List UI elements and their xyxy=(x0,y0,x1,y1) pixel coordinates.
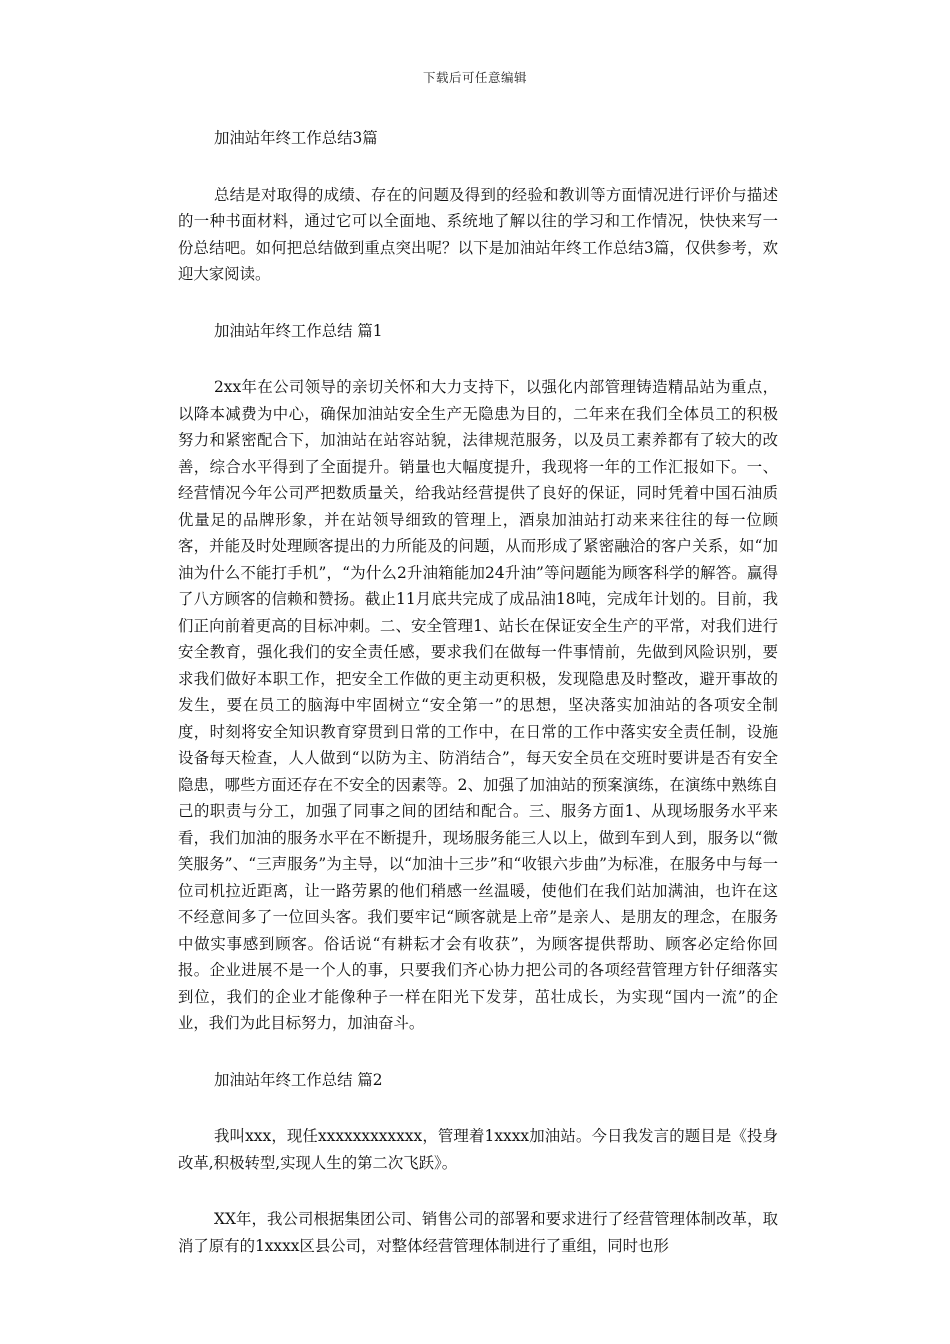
section-1-heading: 加油站年终工作总结 篇1 xyxy=(214,321,383,340)
download-editable-note: 下载后可任意编辑 xyxy=(422,70,527,85)
section-2-paragraph-2: XX年，我公司根据集团公司、销售公司的部署和要求进行了经营管理体制改革，取消了原有的1xxxx区县公司，对整体经营管理体制进行了重组，同时也形 xyxy=(178,1210,778,1255)
intro-paragraph: 总结是对取得的成绩、存在的问题及得到的经验和教训等方面情况进行评价与描述的一种书面材料，通过它可以全面地、系统地了解以往的学习和工作情况，快快来写一份总结吧。如何把总结做到重点突出呢？以下是加油站年终工作总结3篇，仅供参考，欢迎大家阅读。 xyxy=(178,185,778,283)
document-title: 加油站年终工作总结3篇 xyxy=(214,129,378,147)
section-2-paragraph-1: 我叫xxx，现任xxxxxxxxxxxx，管理着1xxxx加油站。今日我发言的题目是《投身改革,积极转型,实现人生的第二次飞跃》。 xyxy=(178,1127,778,1172)
section-2-heading: 加油站年终工作总结 篇2 xyxy=(214,1070,383,1089)
document-body xyxy=(178,125,778,1259)
section-1-paragraph: 2xx年在公司领导的亲切关怀和大力支持下，以强化内部管理铸造精品站为重点，以降本减费为中心，确保加油站安全生产无隐患为目的，二年来在我们全体员工的积极努力和紧密配合下，加油站在站容站貌，法律规范服务，以及员工素养都有了较大的改善，综合水平得到了全面提升。销量也大幅度提升，我现将一年的工作汇报如下。一、经营情况今年公司严把数质量关，给我站经营提供了良好的保证，同时凭着中国石油质优量足的品牌形象，并在站领导细致的管理上，酒泉加油站打动来来往往的每一位顾客，并能及时处理顾客提出的力所能及的问题，从而形成了紧密融洽的客户关系，如“加油为什么不能打手机”，“为什么2升油箱能加24升油”等问题能为顾客科学的解答。赢得了八方顾客的信赖和赞扬。截止11月底共完成了成品油18吨，完成年计划的。目前，我们正向前着更高的目标冲刺。二、安全管理1、站长在保证安全生产的平常，对我们进行安全教育，强化我们的安全责任感，要求我们在做每一件事情前，先做到风险识别，要求我们做好本职工作，把安全工作做的更主动更积极，发现隐患及时整改，避开事故的发生，要在员工的脑海中牢固树立“安全第一”的思想，坚决落实加油站的各项安全制度，时刻将安全知识教育穿贯到日常的工作中，在日常的工作中落实安全责任制，设施设备每天检查，人人做到“以防为主、防消结合”，每天安全员在交班时要讲是否有安全隐患，哪些方面还存在不安全的因素等。2、加强了加油站的预案演练，在演练中熟练自己的职责与分工，加强了同事之间的团结和配合。三、服务方面1、从现场服务水平来看，我们加油的服务水平在不断提升，现场服务能三人以上，做到车到人到，服务以“微笑服务”、“三声服务”为主导，以“加油十三步”和“收银六步曲”为标准，在服务中与每一位司机拉近距离，让一路劳累的他们稍感一丝温暖，使他们在我们站加满油，也许在这不经意间多了一位回头客。我们要牢记“顾客就是上帝”是亲人、是朋友的理念，在服务中做实事感到顾客。俗话说“有耕耘才会有收获”，为顾客提供帮助、顾客必定给你回报。企业进展不是一个人的事，只要我们齐心协力把公司的各项经营管理方针仔细落实到位，我们的企业才能像种子一样在阳光下发芽，茁壮成长，为实现“国内一流”的企业，我们为此目标努力，加油奋斗。 xyxy=(178,378,778,1032)
